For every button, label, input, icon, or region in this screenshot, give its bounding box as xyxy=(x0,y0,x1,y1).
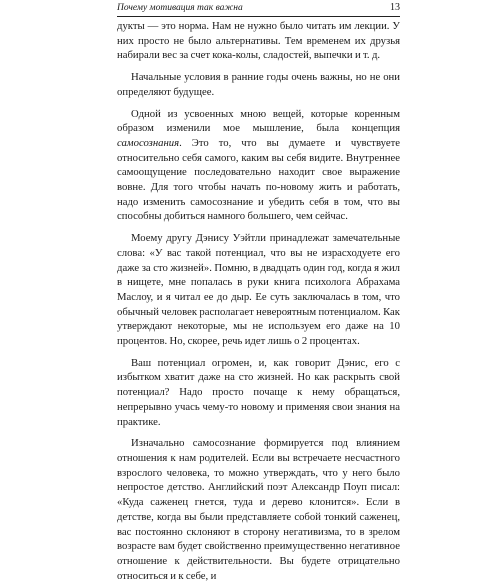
page-header xyxy=(117,2,400,17)
emphasized-term: самосознания xyxy=(117,136,180,149)
body-text xyxy=(117,19,400,583)
paragraph: Ваш потенциал огромен, и, как говорит Дэнис, его с избытком хватит даже на сто жизней. Но как раскрыть свой потенциал? Надо просто почаще к нему обращаться, непрерывно учась чему-то новому и применяя свои знания на практике. xyxy=(117,356,400,428)
running-head: Почему мотивация так важна xyxy=(117,3,243,13)
paragraph: Моему другу Дэнису Уэйтли принадлежат замечательные слова: «У вас такой потенциал, что вы не израсходуете его даже за сто жизней». Помню, в двадцать один год, когда я жил в нищете, мне попалась в руки книга психолога Абрахама Маслоу, и я читал ее до дыр. Ее суть заключалась в том, что обычный человек располагает невероятным потенциалом. Как утверждают некоторые, мы не используем его даже на 10 процентов. Но, скорее, речь идет лишь о 2 процентах. xyxy=(117,232,400,348)
paragraph: Одной из усвоенных мною вещей, которые коренным образом изменили мое мышление, была концепция самосознания. Это то, что вы думаете и чувствуете относительно себя самого, каким вы себя видите. Внутреннее самоощущение последовательно находит свое выражение вовне. Для того чтобы начать по-новому жить и работать, надо изменить самосознание и убедить себя в том, что вы способны добиться намного большего, чем сейчас. xyxy=(117,107,400,223)
paragraph: Изначально самосознание формируется под влиянием отношения к нам родителей. Если вы встречаете несчастного взрослого человека, то можно утверждать, что у него было непростое детство. Английский поэт Александр Поуп писал: «Куда саженец гнется, туда и дерево клонится». Если в детстве, когда вы были представляете собой тонкий саженец, вас постоянно склоняют в сторону негативизма, то в зрелом возрасте вам будет свойственно преимущественно негативное отношение к действительности. Вы будете отрицательно относиться и к себе, и xyxy=(117,437,400,582)
paragraph: Начальные условия в ранние годы очень важны, но не они определяют будущее. xyxy=(117,71,400,98)
page-number: 13 xyxy=(390,2,400,13)
paragraph: дукты — это норма. Нам не нужно было читать им лекции. У них просто не было альтернативы. Тем временем их друзья набирали вес за счет кока-колы, сладостей, выпечки и т. д. xyxy=(117,20,400,62)
